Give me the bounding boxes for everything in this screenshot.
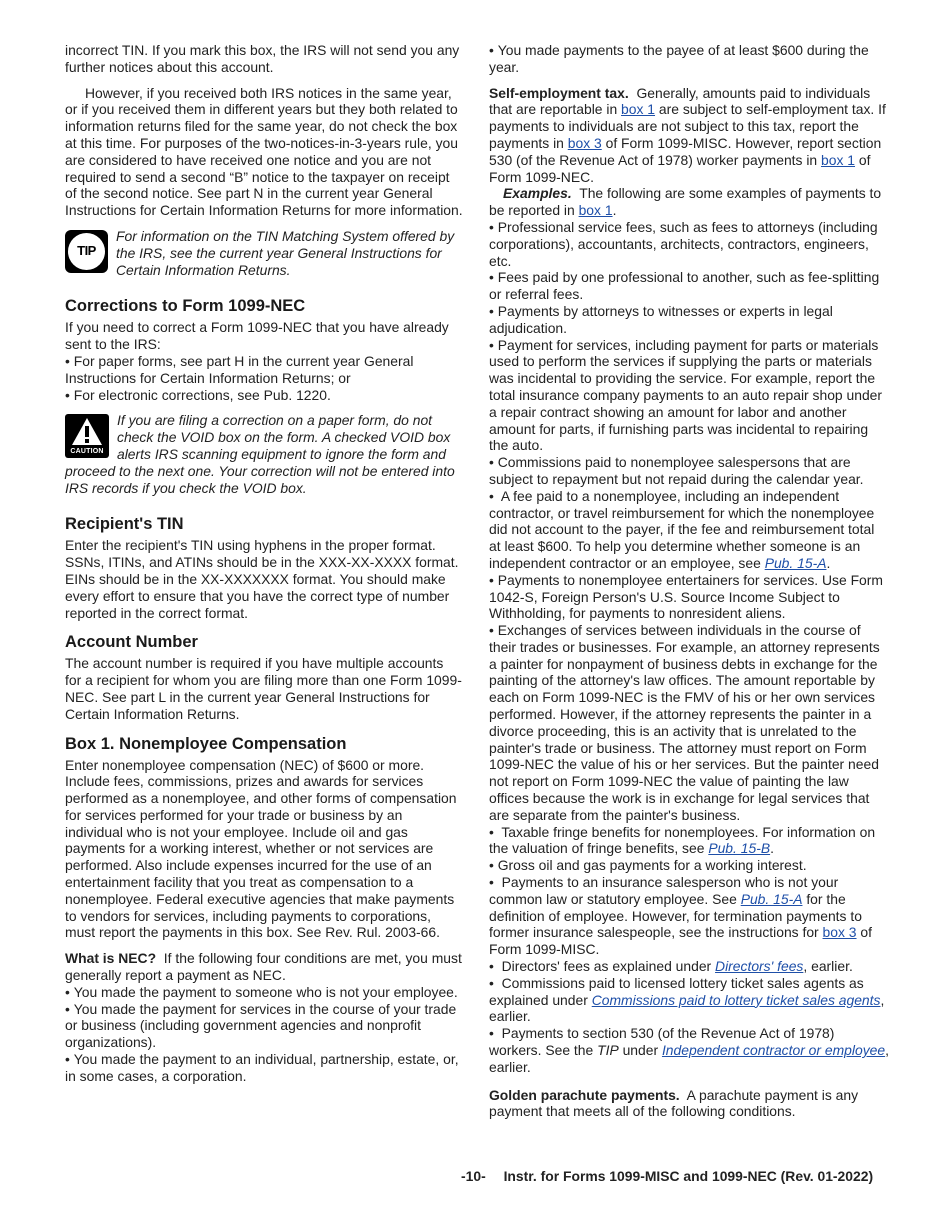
list-item: • Exchanges of services between individuals in the course of their trades or businesses. For example, an attorney represents a painter for nonpayment of business debts in exchange for the painting of the attorney's law offices. The amount reportable by each on Form 1099-NEC is the FMV of his or her own services performed. However, if the attorney represents the painter in a divorce proceeding, this is an activity that is unrelated to the painter's trade or business. The attorney must report on Form 1099-NEC the value of his or her services. But the painter need not report on Form 1099-NEC the value of painting the law offices because the work is in exchange for legal services that are separate from the painter's business. [489, 622, 889, 824]
tip-note [65, 228, 463, 278]
caution-note [65, 412, 463, 496]
caution-text: If you are filing a correction on a paper form, do not check the VOID box on the form. A checked VOID box alerts IRS scanning equipment to ignore the form and proceed to the next one. Your correction will not be entered into IRS records if you check the VOID box. [65, 412, 455, 496]
list-item: • Payments to an insurance salesperson who is not your common law or statutory employee. See Pub. 15-A for the definition of employee. However, for termination payments to former insurance salespeople, see the instructions for box 3 of Form 1099-MISC. [489, 874, 889, 958]
section-heading-corrections: Corrections to Form 1099-NEC [65, 297, 306, 316]
link-pub-15a[interactable]: Pub. 15-A [740, 890, 803, 907]
tip-icon: TIP [65, 230, 108, 273]
tip-text: For information on the TIN Matching System offered by the IRS, see the current year General Instructions for Certain Information Returns. [116, 227, 455, 278]
paragraph: What is NEC? If the following four conditions are met, you must generally report a payment as NEC. [65, 950, 462, 984]
list-item: • Commissions paid to nonemployee salespersons that are subject to repayment but not repaid during the calendar year. [489, 454, 889, 488]
list-item: • Gross oil and gas payments for a working interest. [489, 857, 889, 874]
paragraph: Golden parachute payments. A parachute payment is any payment that meets all of the following conditions. [489, 1086, 859, 1120]
list-item: • You made the payment to an individual, partnership, estate, or, in some cases, a corporation. [65, 1051, 463, 1085]
paragraph: incorrect TIN. If you mark this box, the IRS will not send you any further notices about this account. [65, 42, 460, 75]
right-column [489, 42, 889, 1120]
list-item: • Fees paid by one professional to another, such as fee-splitting or referral fees. [489, 269, 889, 303]
page-footer [461, 1168, 873, 1185]
list-item: • A fee paid to a nonemployee, including an independent contractor, or travel reimbursement for which the nonemployee did not account to the payer, if the fee and reimbursement total at least $600. To help you determine whether someone is an independent contractor or an employee, see Pub. 15-A. [489, 488, 889, 572]
link-box-1[interactable]: box 1 [578, 202, 613, 219]
link-lottery-commissions[interactable]: Commissions paid to lottery ticket sales agents [591, 991, 881, 1008]
list-item: • You made the payment to someone who is not your employee. [65, 984, 463, 1001]
paragraph: However, if you received both IRS notices in the same year, or if you received them in different years but they both related to information returns filed for the same year, do not check the box at this time. For purposes of the two-notices-in-3-years rule, you are considered to have received one notice and you are not required to send a second “B” notice to the taxpayer on receipt of the second notice. See part N in the current year General Instructions for Certain Information Returns for more information. [65, 84, 463, 219]
link-box-1[interactable]: box 1 [821, 151, 856, 168]
list-item: • Payments to nonemployee entertainers for services. Use Form 1042-S, Foreign Person's U.S. Source Income Subject to Withholding, for payments to nonresident aliens. [489, 572, 889, 622]
link-box-1[interactable]: box 1 [621, 101, 656, 118]
paragraph: Enter the recipient's TIN using hyphens in the proper format. SSNs, ITINs, and ATINs should be in the XXX-XX-XXXX format. EINs should be in the XX-XXXXXXX format. You should make every effort to ensure that you have the correct type of number reported in the correct format. [65, 537, 459, 621]
paragraph: Examples. The following are some examples of payments to be reported in box 1. [489, 185, 882, 219]
run-in-heading: Self-employment tax. [489, 84, 629, 101]
footer-title: Instr. for Forms 1099-MISC and 1099-NEC (Rev. 01-2022) [503, 1168, 874, 1184]
list-item: • For electronic corrections, see Pub. 1220. [65, 387, 463, 404]
link-pub-15a[interactable]: Pub. 15-A [764, 554, 827, 571]
run-in-heading: Golden parachute payments. [489, 1086, 680, 1103]
list-item: • You made payments to the payee of at least $600 during the year. [489, 42, 889, 76]
list-item: • Commissions paid to licensed lottery ticket sales agents as explained under Commissions paid to lottery ticket sales agents, earlier. [489, 975, 889, 1025]
link-box-3[interactable]: box 3 [822, 924, 857, 941]
link-independent-contractor[interactable]: Independent contractor or employee [661, 1042, 886, 1059]
link-directors-fees[interactable]: Directors' fees [715, 958, 804, 975]
list-item: • Professional service fees, such as fees to attorneys (including corporations), accountants, architects, contractors, engineers, etc. [489, 219, 889, 269]
run-in-heading: What is NEC? [65, 950, 157, 967]
list-item: • You made the payment for services in the course of your trade or business (including government agencies and nonprofit organizations). [65, 1001, 463, 1051]
link-pub-15b[interactable]: Pub. 15-B [708, 840, 771, 857]
section-heading-account-number: Account Number [65, 633, 198, 652]
section-heading-recipient-tin: Recipient's TIN [65, 515, 184, 534]
paragraph: Self-employment tax. Generally, amounts paid to individuals that are reportable in box 1 are subject to self-employment tax. If payments to individuals are not subject to this tax, report the payments in box 3 of Form 1099-MISC. However, report section 530 (of the Revenue Act of 1978) worker payments in box 1 of Form 1099-NEC. [489, 84, 886, 185]
paragraph: The account number is required if you have multiple accounts for a recipient for whom you are filing more than one Form 1099-NEC. See part L in the current year General Instructions for Certain Information Returns. [65, 655, 462, 722]
link-box-3[interactable]: box 3 [567, 134, 602, 151]
list-item: • Payments by attorneys to witnesses or experts in legal adjudication. [489, 303, 889, 337]
list-item: • Taxable fringe benefits for nonemployees. For information on the valuation of fringe benefits, see Pub. 15-B. [489, 824, 889, 858]
paragraph: If you need to correct a Form 1099-NEC that you have already sent to the IRS: [65, 319, 449, 353]
list-item: • Payments to section 530 (of the Revenue Act of 1978) workers. See the TIP under Independent contractor or employee, earlier. [489, 1025, 889, 1075]
section-heading-box1: Box 1. Nonemployee Compensation [65, 734, 347, 753]
list-item: • Directors' fees as explained under Directors' fees, earlier. [489, 958, 889, 975]
list-item: • For paper forms, see part H in the current year General Instructions for Certain Information Returns; or [65, 353, 463, 387]
left-column [65, 42, 463, 1085]
run-in-heading: Examples. [503, 185, 572, 202]
caution-icon: CAUTION [65, 414, 109, 458]
list-item: • Payment for services, including payment for parts or materials used to perform the services if supplying the parts or materials was incidental to providing the service. For example, report the total insurance company payments to an auto repair shop under a repair contract showing an amount for labor and another amount for parts, if furnishing parts was incidental to repairing the auto. [489, 337, 889, 455]
page-number: -10- [461, 1168, 486, 1184]
paragraph: Enter nonemployee compensation (NEC) of $600 or more. Include fees, commissions, prizes and awards for services performed as a nonemployee, and other forms of compensation for services performed for your trade or business by an individual who is not your employee. Include oil and gas payments for a working interest, whether or not services are performed. Also include expenses incurred for the use of an entertainment facility that you treat as compensation to a nonemployee. Federal executive agencies that make payments to vendors for services, including payments to corporations, must report the payments in this box. See Rev. Rul. 2003-66. [65, 756, 457, 941]
